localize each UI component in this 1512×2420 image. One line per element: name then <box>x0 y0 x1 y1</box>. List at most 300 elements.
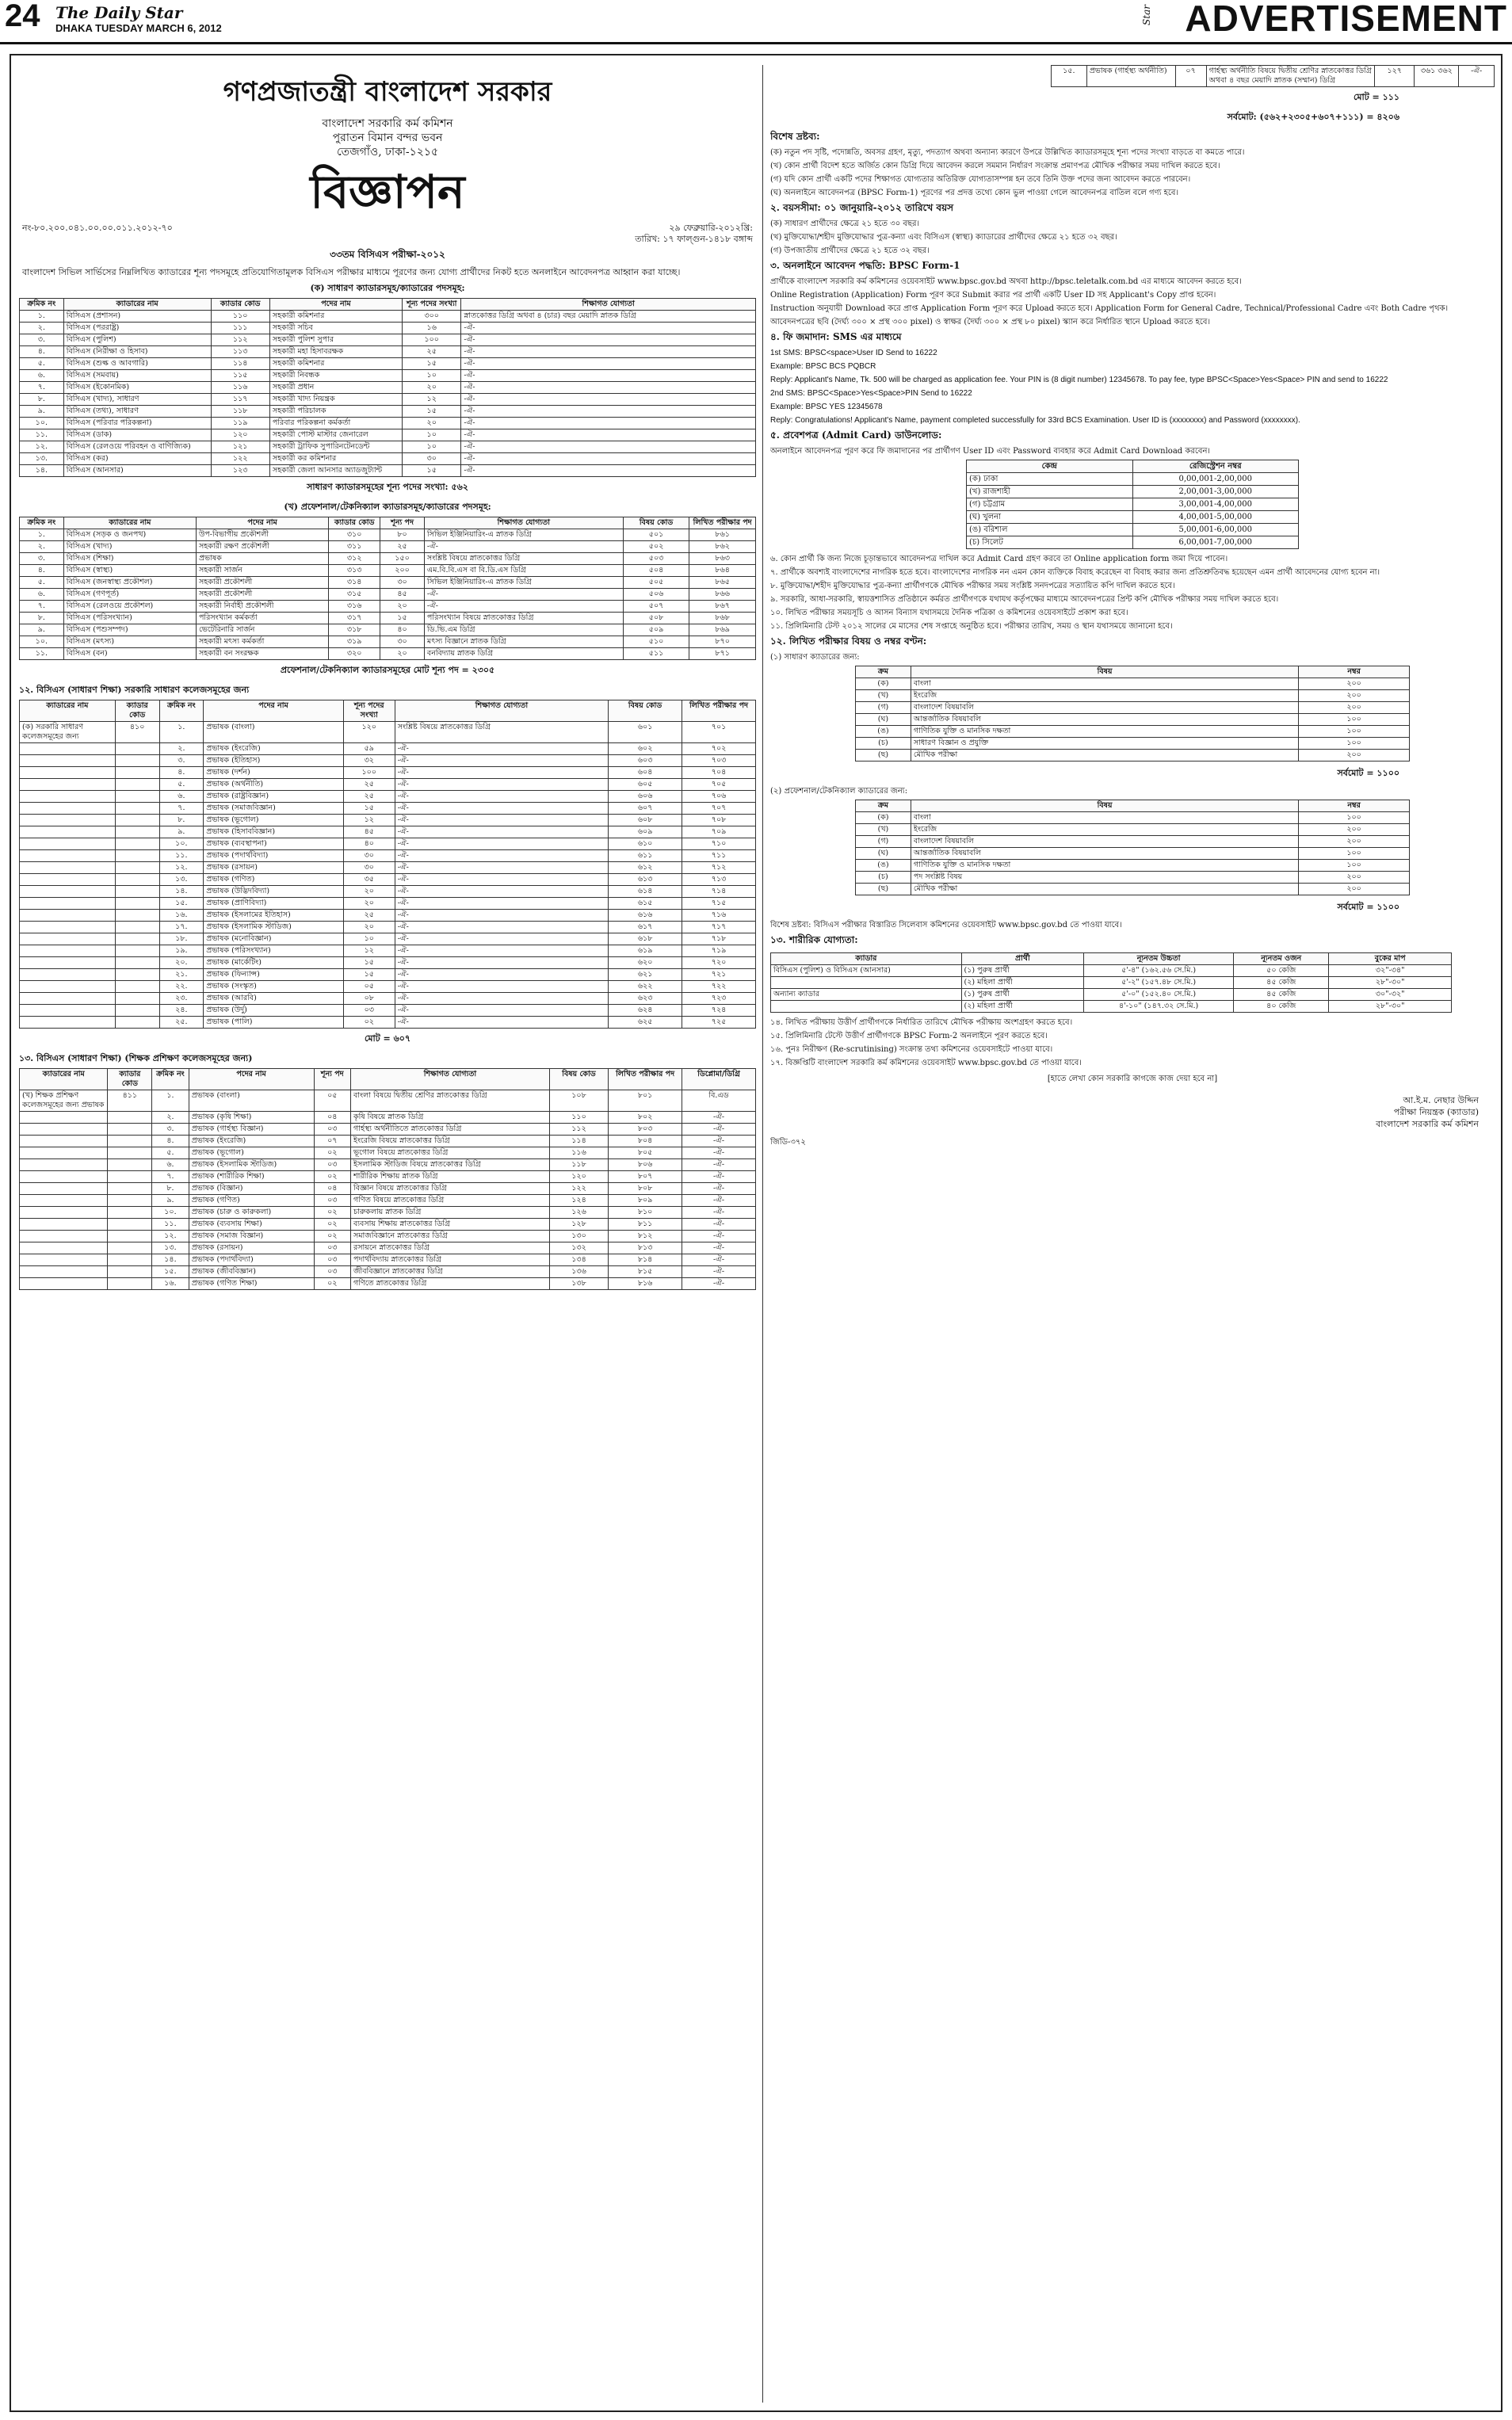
teacher-training-cell: প্রভাষক (ইংরেজি) <box>189 1136 314 1147</box>
marks-technical-cell: আন্তর্জাতিক বিষয়াবলি <box>911 848 1298 860</box>
general-cadre-cell: -ঐ- <box>461 358 756 370</box>
education-cell: ৭১৫ <box>682 898 756 910</box>
education-cell: -ঐ- <box>395 791 608 803</box>
technical-cadre-cell: -ঐ- <box>424 589 623 601</box>
general-cadre-cell: বিসিএস (নিরীক্ষা ও হিসাব) <box>63 346 211 358</box>
teacher-training-cell: শারীরিক শিক্ষায় স্নাতক ডিগ্রি <box>351 1171 550 1183</box>
teacher-training-cell: ০৭ <box>314 1136 350 1147</box>
technical-cadre-row <box>20 624 756 636</box>
education-cell: ১২ <box>343 945 395 957</box>
education-cell: ৭১৪ <box>682 886 756 898</box>
marks-general-cell: ২০০ <box>1299 678 1410 690</box>
teacher-training-cell <box>108 1159 152 1171</box>
teacher-training-cell: ইংরেজি বিষয়ে স্নাতকোত্তর ডিগ্রি <box>351 1136 550 1147</box>
education-cell: প্রভাষক (মনোবিজ্ঞান) <box>204 933 344 945</box>
education-cell: ১০ <box>343 933 395 945</box>
teacher-training-cell: ০৫ <box>314 1090 350 1112</box>
education-cell: ৬২১ <box>609 969 682 981</box>
teacher-training-cell: ৮১৫ <box>609 1266 682 1278</box>
teacher-training-cell <box>108 1171 152 1183</box>
general-cadre-cell: ১০ <box>403 370 461 382</box>
teacher-training-cell: ৮১১ <box>609 1219 682 1231</box>
general-cadre-cell: সহকারী কমিশনার <box>269 311 402 323</box>
teacher-training-cell: প্রভাষক (ভূগোল) <box>189 1147 314 1159</box>
continuation-table <box>1051 65 1495 87</box>
marks-general-cell: গাণিতিক যুক্তি ও মানসিক দক্ষতা <box>911 726 1298 738</box>
continuation-cell: ১৫. <box>1052 66 1087 87</box>
technical-cadre-cell: ৮৭১ <box>689 648 756 660</box>
general-cadre-cell: ৭. <box>20 382 64 394</box>
teacher-training-cell: (খ) শিক্ষক প্রশিক্ষণ কলেজসমূহের জন্য প্রভাষক <box>20 1090 108 1112</box>
general-cadre-cell: -ঐ- <box>461 429 756 441</box>
technical-cadre-cell: বিসিএস (বন) <box>63 648 196 660</box>
teacher-training-cell: ১৩৮ <box>549 1278 608 1290</box>
section-title: ADVERTISEMENT <box>1185 0 1507 39</box>
teacher-training-cell: ০৩ <box>314 1195 350 1207</box>
teacher-training-cell: পদার্থবিদ্যায় স্নাতকোত্তর ডিগ্রি <box>351 1254 550 1266</box>
technical-cadre-cell: ৮৬৪ <box>689 565 756 577</box>
general-cadre-cell: বিসিএস (কর) <box>63 453 211 465</box>
education-cell: ৬০৪ <box>609 767 682 779</box>
general-cadre-row <box>20 370 756 382</box>
age-list <box>770 219 1495 256</box>
teacher-training-cell <box>20 1231 108 1242</box>
education-cell: ৭১৭ <box>682 922 756 933</box>
education-cell: ৬০৯ <box>609 826 682 838</box>
marks-technical-cell: পদ সংশ্লিষ্ট বিষয় <box>911 872 1298 884</box>
general-cadre-cell: -ঐ- <box>461 418 756 429</box>
education-cell: ০৮ <box>343 993 395 1005</box>
education-cell: প্রভাষক (মার্কেটিং) <box>204 957 344 969</box>
general-instruction-list <box>770 554 1495 632</box>
general-cadre-cell: ৬. <box>20 370 64 382</box>
general-cadre-cell: ১৫ <box>403 358 461 370</box>
general-cadre-cell: ৩০০ <box>403 311 461 323</box>
teacher-training-table-block <box>19 1068 756 1290</box>
technical-cadre-cell: ৪. <box>20 565 64 577</box>
grand-total: সর্বমোট: (৫৬২+২৩০৫+৬০৭+১১১) = ৪২০৬ <box>1227 112 1399 122</box>
dfp-code: জিডি-৩৭২ <box>770 1138 806 1147</box>
technical-cadre-cell: পরিসংখ্যান কর্মকর্তা <box>196 613 328 624</box>
education-cell <box>115 945 159 957</box>
education-cell: -ঐ- <box>395 898 608 910</box>
education-cell: ৪১০ <box>115 722 159 743</box>
teacher-training-cell <box>20 1147 108 1159</box>
technical-cadre-cell: ৩১৩ <box>329 565 380 577</box>
education-row <box>20 981 756 993</box>
education-cell: ৭০৫ <box>682 779 756 791</box>
general-cadre-row <box>20 334 756 346</box>
technical-cadre-cell: -ঐ- <box>424 601 623 613</box>
education-cell: ৭১৩ <box>682 874 756 886</box>
teacher-training-cell: প্রভাষক (গার্হস্থ্য বিজ্ঞান) <box>189 1124 314 1136</box>
teacher-training-cell: ১১২ <box>549 1124 608 1136</box>
marks-table-general <box>855 666 1410 761</box>
teacher-training-cell: ১১৬ <box>549 1147 608 1159</box>
education-cell: ১৫. <box>159 898 204 910</box>
special-note-item: (খ) কোন প্রার্থী বিদেশ হতে অর্জিত কোন ডিগ্রি দিয়ে আবেদন করলে সমমান নির্ধারণ সংক্রান্ত প্রমাণপত্র মৌখিক পরীক্ষার সময় দাখিল করতে হবে। <box>770 162 1220 170</box>
technical-cadre-cell: বিসিএস (জনস্বাস্থ্য প্রকৌশল) <box>63 577 196 589</box>
education-cell <box>115 743 159 755</box>
education-row <box>20 898 756 910</box>
left-column <box>19 65 756 2403</box>
registration-center-cell: 2,00,001-3,00,000 <box>1132 486 1299 498</box>
technical-cadre-cell: ৮৬৩ <box>689 553 756 565</box>
education-cell: ২৫ <box>343 910 395 922</box>
registration-center-header-0: কেন্দ্র <box>967 460 1133 473</box>
general-cadre-cell: -ঐ- <box>461 453 756 465</box>
technical-cadre-cell: সংশ্লিষ্ট বিষয়ে স্নাতকোত্তর ডিগ্রি <box>424 553 623 565</box>
handwriting-note: [হাতে লেখা কোন সরকারি কাগজে কাজ দেয়া হবে না] <box>1047 1074 1218 1083</box>
marks-technical-row <box>856 860 1410 872</box>
education-cell: ৬২০ <box>609 957 682 969</box>
education-cell: প্রভাষক (ফিন্যান্স) <box>204 969 344 981</box>
technical-cadre-cell: বিসিএস (খাদ্য) <box>63 541 196 553</box>
marks-technical-row <box>856 872 1410 884</box>
education-cell: প্রভাষক (সংস্কৃত) <box>204 981 344 993</box>
continuation-cell: ৩৬১ ৩৬২ <box>1415 66 1459 87</box>
commission-name: বাংলাদেশ সরকারি কর্ম কমিশন <box>322 117 453 130</box>
education-cell: -ঐ- <box>395 779 608 791</box>
physical-requirement-cell: ৫০ কেজি <box>1234 965 1329 977</box>
education-cell: ৭০২ <box>682 743 756 755</box>
technical-cadre-header-3: ক্যাডার কোড <box>329 517 380 529</box>
registration-center-row <box>967 473 1299 486</box>
marks-technical-cell: (ক) <box>856 812 911 824</box>
teacher-training-cell: রসায়নে স্নাতকোত্তর ডিগ্রি <box>351 1242 550 1254</box>
marks-general-row <box>856 738 1410 750</box>
technical-cadre-cell: সহকারী রক্ষণ প্রকৌশলী <box>196 541 328 553</box>
teacher-training-cell: ৮০২ <box>609 1112 682 1124</box>
teacher-training-row <box>20 1090 756 1112</box>
teacher-training-cell: ১৬. <box>152 1278 189 1290</box>
general-cadre-cell: ১২০ <box>211 429 269 441</box>
education-cell: ১২. <box>159 862 204 874</box>
technical-cadre-cell: ৮০ <box>380 529 425 541</box>
education-cell: ১. <box>159 722 204 743</box>
education-cell <box>115 1005 159 1017</box>
education-cell: ৩০ <box>343 862 395 874</box>
teacher-training-cell: ১০৮ <box>549 1090 608 1112</box>
general-cadre-cell: সহকারী কর কমিশনার <box>269 453 402 465</box>
education-cell: ২০ <box>343 898 395 910</box>
education-header-4: শূন্য পদের সংখ্যা <box>343 700 395 722</box>
teacher-training-cell: ব্যবসায় শিক্ষায় স্নাতকোত্তর ডিগ্রি <box>351 1219 550 1231</box>
intro-paragraph: বাংলাদেশ সিভিল সার্ভিসের নিম্নলিখিত ক্যাডারের শূন্য পদসমূহে প্রতিযোগিতামূলক বিসিএস পরীক্ষার মাধ্যমে পূরণের জন্য যোগ্য প্রার্থীদের নিকট হতে অনলাইনে আবেদনপত্র আহ্বান করা যাচ্ছে। <box>22 267 681 277</box>
education-cell: প্রভাষক (উর্দু) <box>204 1005 344 1017</box>
general-cadre-cell: ১১৮ <box>211 406 269 418</box>
education-cell: প্রভাষক (হিসাববিজ্ঞান) <box>204 826 344 838</box>
education-cell <box>115 957 159 969</box>
marks-table-b-total: সর্বমোট = ১১০০ <box>1337 902 1399 912</box>
technical-cadre-cell: বিসিএস (রেলওয়ে প্রকৌশল) <box>63 601 196 613</box>
education-cell <box>115 815 159 826</box>
education-cell: ৬০৭ <box>609 803 682 815</box>
education-row <box>20 767 756 779</box>
education-cell: প্রভাষক (আরবি) <box>204 993 344 1005</box>
teacher-training-cell: প্রভাষক (গণিত শিক্ষা) <box>189 1278 314 1290</box>
physical-requirement-header-3: ন্যূনতম ওজন <box>1234 953 1329 965</box>
education-cell <box>115 779 159 791</box>
education-cell: প্রভাষক (ইতিহাস) <box>204 755 344 767</box>
registration-center-row <box>967 536 1299 549</box>
education-cell: ৭২৩ <box>682 993 756 1005</box>
general-cadre-cell: -ঐ- <box>461 334 756 346</box>
education-row <box>20 922 756 933</box>
education-cell: ৭১৮ <box>682 933 756 945</box>
technical-cadre-cell: এম.বি.বি.এস বা বি.ডি.এস ডিগ্রি <box>424 565 623 577</box>
marks-technical-cell: (ঙ) <box>856 860 911 872</box>
teacher-training-cell: ৮০১ <box>609 1090 682 1112</box>
sms-line-item: Reply: Applicant's Name, Tk. 500 will be charged as application fee. Your PIN is (8 digit number) 12345678. To pay fee, type BPSC<Space>Yes<Space> PIN and send to 16222 <box>770 376 1388 384</box>
marks-general-cell: ১০০ <box>1299 714 1410 726</box>
education-cell: ১০০ <box>343 767 395 779</box>
education-cell: -ঐ- <box>395 1017 608 1029</box>
general-cadre-cell: সহকারী পরিচালক <box>269 406 402 418</box>
education-cell: -ঐ- <box>395 1005 608 1017</box>
education-cell: ৭১৬ <box>682 910 756 922</box>
physical-requirement-cell: অন্যান্য ক্যাডার <box>771 989 962 1001</box>
sms-instruction-list <box>770 348 1495 426</box>
star-mark: Star <box>1141 5 1152 25</box>
education-cell: ৬০৮ <box>609 815 682 826</box>
education-row <box>20 933 756 945</box>
general-cadre-cell: ১২ <box>403 394 461 406</box>
technical-cadre-cell: ৫০৭ <box>623 601 689 613</box>
general-cadre-cell: বিসিএস (প্রশাসন) <box>63 311 211 323</box>
technical-cadre-cell: ৮৭০ <box>689 636 756 648</box>
teacher-training-cell: -ঐ- <box>682 1124 756 1136</box>
education-cell <box>115 922 159 933</box>
physical-requirement-cell: ২৮"-৩০" <box>1329 977 1452 989</box>
teacher-training-cell: ১৩২ <box>549 1242 608 1254</box>
education-cell: ৬১৪ <box>609 886 682 898</box>
general-cadre-cell: ১৪. <box>20 465 64 477</box>
education-cell: ৬১৩ <box>609 874 682 886</box>
teacher-training-cell: ০২ <box>314 1171 350 1183</box>
general-cadre-cell: ৪. <box>20 346 64 358</box>
continuation-cell: প্রভাষক (গার্হস্থ্য অর্থনীতি) <box>1086 66 1175 87</box>
teacher-training-cell: ০২ <box>314 1231 350 1242</box>
technical-cadre-cell: সহকারী প্রকৌশলী <box>196 577 328 589</box>
technical-cadre-row <box>20 589 756 601</box>
technical-cadre-cell: ৩০ <box>380 636 425 648</box>
education-cell <box>20 957 116 969</box>
teacher-training-cell: ১২০ <box>549 1171 608 1183</box>
education-row <box>20 910 756 922</box>
education-cell: ৬২৫ <box>609 1017 682 1029</box>
teacher-training-cell: বাংলা বিষয়ে দ্বিতীয় শ্রেণির স্নাতকোত্তর ডিগ্রি <box>351 1090 550 1112</box>
teacher-training-cell <box>20 1183 108 1195</box>
education-cell: ৬১৭ <box>609 922 682 933</box>
education-cell <box>20 993 116 1005</box>
marks-general-row <box>856 702 1410 714</box>
technical-cadre-cell: ৩০ <box>380 577 425 589</box>
technical-cadre-cell: বিসিএস (স্বাস্থ্য) <box>63 565 196 577</box>
education-cell <box>20 981 116 993</box>
technical-cadre-cell: ১৫ <box>380 613 425 624</box>
physical-requirement-header-4: বুকের মাপ <box>1329 953 1452 965</box>
technical-cadre-cell: ৭. <box>20 601 64 613</box>
teacher-training-cell: ১৪. <box>152 1254 189 1266</box>
physical-requirement-cell <box>771 977 962 989</box>
education-cell: ৭২০ <box>682 957 756 969</box>
teacher-training-cell: ৮১০ <box>609 1207 682 1219</box>
education-cell: ৬১১ <box>609 850 682 862</box>
education-cell <box>20 791 116 803</box>
teacher-training-row <box>20 1278 756 1290</box>
continuation-row <box>1052 66 1495 87</box>
education-row <box>20 755 756 767</box>
general-cadre-cell: সহকারী পোস্ট মাস্টার জেনারেল <box>269 429 402 441</box>
education-cell: -ঐ- <box>395 957 608 969</box>
general-cadre-cell: ১১. <box>20 429 64 441</box>
education-cell <box>20 862 116 874</box>
teacher-training-row <box>20 1231 756 1242</box>
education-cell: প্রভাষক (ভূগোল) <box>204 815 344 826</box>
registration-center-row <box>967 486 1299 498</box>
technical-cadre-cell: ৩১৫ <box>329 589 380 601</box>
marks-technical-header-1: বিষয় <box>911 800 1298 812</box>
teacher-training-cell: ৫. <box>152 1147 189 1159</box>
technical-cadre-cell: ডি.ভি.এম ডিগ্রি <box>424 624 623 636</box>
advertisement-frame <box>10 54 1502 2412</box>
date-block <box>635 223 753 245</box>
education-cell: প্রভাষক (ইংরেজি) <box>204 743 344 755</box>
teacher-training-cell: বি.এড <box>682 1090 756 1112</box>
teacher-training-cell: প্রভাষক (ব্যবসায় শিক্ষা) <box>189 1219 314 1231</box>
education-row <box>20 826 756 838</box>
education-cell: ৩০ <box>343 850 395 862</box>
teacher-training-cell: -ঐ- <box>682 1112 756 1124</box>
education-cell: ৫. <box>159 779 204 791</box>
general-cadre-cell: ১৩. <box>20 453 64 465</box>
teacher-training-cell: গণিতে স্নাতকোত্তর ডিগ্রি <box>351 1278 550 1290</box>
technical-cadre-cell: ৫০৬ <box>623 589 689 601</box>
marks-general-cell: (ছ) <box>856 750 911 761</box>
technical-cadre-cell: সহকারী বন সংরক্ষক <box>196 648 328 660</box>
general-cadre-cell: ১১৬ <box>211 382 269 394</box>
physical-requirement-cell: ৫'-২" (১৫৭.৪৮ সে.মি.) <box>1084 977 1234 989</box>
general-cadre-cell: ১২২ <box>211 453 269 465</box>
marks-technical-cell: (গ) <box>856 836 911 848</box>
technical-cadre-cell: ২০ <box>380 601 425 613</box>
teacher-training-cell: প্রভাষক (কৃষি শিক্ষা) <box>189 1112 314 1124</box>
registration-center-cell: 0,00,001-2,00,000 <box>1132 473 1299 486</box>
admit-card-text: অনলাইনে আবেদনপত্র পূরণ করে ফি জমাদানের পর প্রার্থীগণ User ID এবং Password ব্যবহার করে Admit Card Download করবেন। <box>770 447 1210 456</box>
marks-technical-cell: বাংলা <box>911 812 1298 824</box>
teacher-training-cell: প্রভাষক (রসায়ন) <box>189 1242 314 1254</box>
education-cell: ৭২৫ <box>682 1017 756 1029</box>
general-cadre-header-1: ক্যাডারের নাম <box>63 299 211 311</box>
education-cell <box>20 743 116 755</box>
technical-cadre-cell: ৩১২ <box>329 553 380 565</box>
marks-technical-cell: ২০০ <box>1299 836 1410 848</box>
general-cadre-cell: ৯. <box>20 406 64 418</box>
registration-center-row <box>967 511 1299 524</box>
education-cell: ৬০১ <box>609 722 682 743</box>
education-cell <box>20 815 116 826</box>
physical-requirement-cell: ৪০ কেজি <box>1234 1001 1329 1013</box>
marks-general-cell: (খ) <box>856 690 911 702</box>
education-total: মোট = ৬০৭ <box>364 1033 411 1044</box>
general-cadre-cell: -ঐ- <box>461 441 756 453</box>
marks-technical-row <box>856 848 1410 860</box>
teacher-training-cell: ইসলামিক স্টাডিজ বিষয়ে স্নাতকোত্তর ডিগ্রি <box>351 1159 550 1171</box>
teacher-training-cell: ০২ <box>314 1147 350 1159</box>
teacher-training-row <box>20 1171 756 1183</box>
teacher-training-header-4: শূন্য পদ <box>314 1069 350 1090</box>
online-application-list <box>770 277 1495 327</box>
general-cadre-table-block <box>19 298 756 495</box>
technical-cadre-cell: ৮৬৯ <box>689 624 756 636</box>
teacher-training-cell: জীববিজ্ঞানে স্নাতকোত্তর ডিগ্রি <box>351 1266 550 1278</box>
general-cadre-cell: বিসিএস (পরিবার পরিকল্পনা) <box>63 418 211 429</box>
registration-center-cell: (ক) ঢাকা <box>967 473 1133 486</box>
education-cell: ২২. <box>159 981 204 993</box>
education-cell: ১৭. <box>159 922 204 933</box>
general-cadre-cell: সহকারী সচিব <box>269 323 402 334</box>
technical-cadre-cell: ৮. <box>20 613 64 624</box>
education-cell: -ঐ- <box>395 815 608 826</box>
general-cadre-row <box>20 453 756 465</box>
teacher-training-cell <box>20 1159 108 1171</box>
technical-cadre-cell: ৩. <box>20 553 64 565</box>
education-cell: প্রভাষক (বাংলা) <box>204 722 344 743</box>
education-cell <box>115 886 159 898</box>
registration-center-cell: 4,00,001-5,00,000 <box>1132 511 1299 524</box>
government-title: গণপ্রজাতন্ত্রী বাংলাদেশ সরকার <box>223 76 552 108</box>
education-cell <box>115 969 159 981</box>
teacher-training-header-6: বিষয় কোড <box>549 1069 608 1090</box>
registration-center-cell: 3,00,001-4,00,000 <box>1132 498 1299 511</box>
teacher-training-cell: ১২. <box>152 1231 189 1242</box>
technical-cadre-cell: ৮৬৬ <box>689 589 756 601</box>
technical-cadre-cell: সিভিল ইঞ্জিনিয়ারিং-এ স্নাতক ডিগ্রি <box>424 529 623 541</box>
education-cell: ১২০ <box>343 722 395 743</box>
marks-general-header-0: ক্রম <box>856 666 911 678</box>
education-cell: ২৩. <box>159 993 204 1005</box>
teacher-training-cell: প্রভাষক (সমাজ বিজ্ঞান) <box>189 1231 314 1242</box>
physical-requirement-cell: বিসিএস (পুলিশ) ও বিসিএস (আনসার) <box>771 965 962 977</box>
general-cadre-cell: ১০. <box>20 418 64 429</box>
general-cadre-row <box>20 465 756 477</box>
marks-technical-row <box>856 836 1410 848</box>
teacher-training-cell <box>108 1112 152 1124</box>
teacher-training-cell: -ঐ- <box>682 1159 756 1171</box>
general-cadre-cell: ২০ <box>403 418 461 429</box>
technical-cadre-cell: পরিসংখ্যান বিষয়ে স্নাতকোত্তর ডিগ্রি <box>424 613 623 624</box>
education-cell: ৭১০ <box>682 838 756 850</box>
teacher-training-cell: ১৩. <box>152 1242 189 1254</box>
admit-card-heading: ৫. প্রবেশপত্র (Admit Card) ডাউনলোড: <box>770 429 942 441</box>
signatory-title: পরীক্ষা নিয়ন্ত্রক (ক্যাডার) <box>1393 1107 1479 1117</box>
registration-center-row <box>967 498 1299 511</box>
marks-table-technical <box>855 800 1410 895</box>
technical-cadre-total: প্রফেশনাল/টেকনিক্যাল ক্যাডারসমূহের মোট শূন্য পদ = ২৩০৫ <box>280 665 495 675</box>
education-cell <box>20 922 116 933</box>
education-cell: ৪০ <box>343 838 395 850</box>
teacher-training-cell <box>20 1124 108 1136</box>
technical-cadre-cell: বিসিএস (পরিসংখ্যান) <box>63 613 196 624</box>
technical-cadre-row <box>20 601 756 613</box>
education-row <box>20 969 756 981</box>
education-cell: ৭২১ <box>682 969 756 981</box>
general-cadre-cell: বিসিএস (খাদ্য), সাধারণ <box>63 394 211 406</box>
education-cell <box>20 755 116 767</box>
teacher-training-cell: ০৩ <box>314 1242 350 1254</box>
teacher-training-row <box>20 1124 756 1136</box>
